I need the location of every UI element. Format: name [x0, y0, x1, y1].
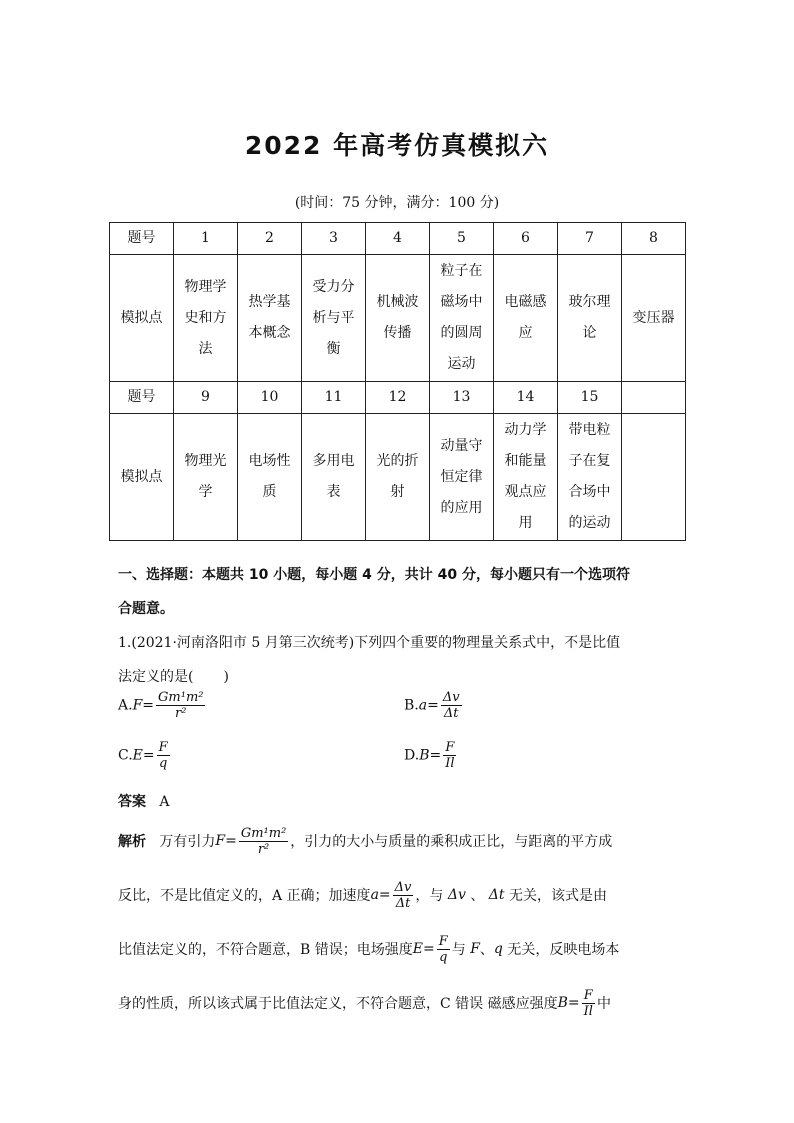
question-number: 11: [302, 382, 366, 414]
answer-label: 答案: [118, 794, 146, 810]
topic-cell: 电场性质: [238, 414, 302, 541]
question-number: 13: [430, 382, 494, 414]
topic-cell: 多用电表: [302, 414, 366, 541]
table-row: [110, 382, 686, 414]
topic-cell: 动力学和能量观点应用: [494, 414, 558, 541]
row-label: 题号: [110, 223, 174, 255]
fraction: $\frac{\Delta v}{\Delta t}$: [442, 690, 460, 721]
answer-value: A: [159, 794, 170, 810]
option-d[interactable]: D.B= $\frac{F}{Il}$: [404, 740, 455, 771]
fraction: $\frac{F}{q}$: [158, 740, 168, 771]
topic-cell: 机械波传播: [366, 255, 430, 382]
question-number: 9: [174, 382, 238, 414]
answer-line: [118, 791, 169, 811]
section-heading: [118, 558, 678, 626]
question-1-stem: 1.(2021·河南洛阳市 5 月第三次统考)下列四个重要的物理量关系式中，不是比值 法定义的是( ): [118, 635, 621, 685]
question-number: 15: [558, 382, 622, 414]
fraction: $\frac{F}{q}$: [438, 933, 448, 965]
table-row: [110, 223, 686, 255]
question-number: 10: [238, 382, 302, 414]
topic-table: [109, 222, 686, 541]
question-stem-line: 法定义的是(: [118, 669, 194, 685]
question-number: [622, 382, 686, 414]
question-number: 6: [494, 223, 558, 255]
exam-time-score: (时间：75 分钟，满分：100 分): [294, 195, 500, 211]
topic-cell: 热学基本概念: [238, 255, 302, 382]
option-a[interactable]: A.F= $\frac{\text{Gm¹m²}}{\text{r²}}$: [118, 690, 204, 721]
page-title: 2022 年高考仿真模拟六: [244, 131, 550, 160]
section-heading-line: 一、选择题：本题共 10 小题，每小题 4 分，共计 40 分，每小题只有一个选项符: [118, 567, 630, 583]
topic-cell: 变压器: [622, 255, 686, 382]
fraction: $\frac{\Delta v}{\Delta t}$: [394, 879, 412, 911]
analysis: 解析 万有引力 F = $\frac{\text{Gm¹m²}}{\text{r²}}$ ，引力的大小与质量的乘积成正比，与距离的平方成 反比，不是比值定义的，A 正确；加速度 a = $\frac{\Delta v}{\Delta t}$ ，与 Δv 、 Δt 无关，该式是由 比值法定义的，不符合题意，B 错误；电场强度 E = $\frac{F}{q}$ 与 F 、 q 无关，反映电场本 身的性质，所以该式属于比值法定义，不符合题意，C 错误 磁感应强度 B = $\frac{F}{Il}$ 中: [118, 825, 620, 1019]
topic-cell: 物理学史和方法: [174, 255, 238, 382]
question-number: 1: [174, 223, 238, 255]
topic-cell: 玻尔理论: [558, 255, 622, 382]
topic-cell: 粒子在磁场中的圆周运动: [430, 255, 494, 382]
fraction: $\frac{\text{Gm¹m²}}{\text{r²}}$: [158, 690, 204, 721]
question-number: 3: [302, 223, 366, 255]
row-label: 模拟点: [110, 414, 174, 541]
question-stem-line: 1.(2021·河南洛阳市 5 月第三次统考)下列四个重要的物理量关系式中，不是比值: [118, 635, 621, 651]
section-heading-line: 合题意。: [118, 601, 174, 617]
option-b[interactable]: B.a= $\frac{\Delta v}{\Delta t}$: [404, 690, 460, 721]
topic-cell: 光的折射: [366, 414, 430, 541]
option-c[interactable]: C.E= $\frac{F}{q}$: [118, 740, 168, 771]
topic-cell: 物理光学: [174, 414, 238, 541]
topic-cell: 带电粒子在复合场中的运动: [558, 414, 622, 541]
question-number: 12: [366, 382, 430, 414]
question-number: 7: [558, 223, 622, 255]
topic-cell: 受力分析与平衡: [302, 255, 366, 382]
table-row: [110, 255, 686, 382]
question-number: 8: [622, 223, 686, 255]
question-number: 14: [494, 382, 558, 414]
row-label: 题号: [110, 382, 174, 414]
topic-cell: 电磁感应: [494, 255, 558, 382]
fraction: $\frac{\text{Gm¹m²}}{\text{r²}}$: [240, 825, 287, 857]
topic-cell: [622, 414, 686, 541]
row-label: 模拟点: [110, 255, 174, 382]
question-number: 5: [430, 223, 494, 255]
question-number: 4: [366, 223, 430, 255]
fraction: $\frac{F}{Il}$: [583, 987, 593, 1019]
table-row: [110, 414, 686, 541]
topic-cell: 动量守恒定律的应用: [430, 414, 494, 541]
fraction: $\frac{F}{Il}$: [445, 740, 455, 771]
question-number: 2: [238, 223, 302, 255]
